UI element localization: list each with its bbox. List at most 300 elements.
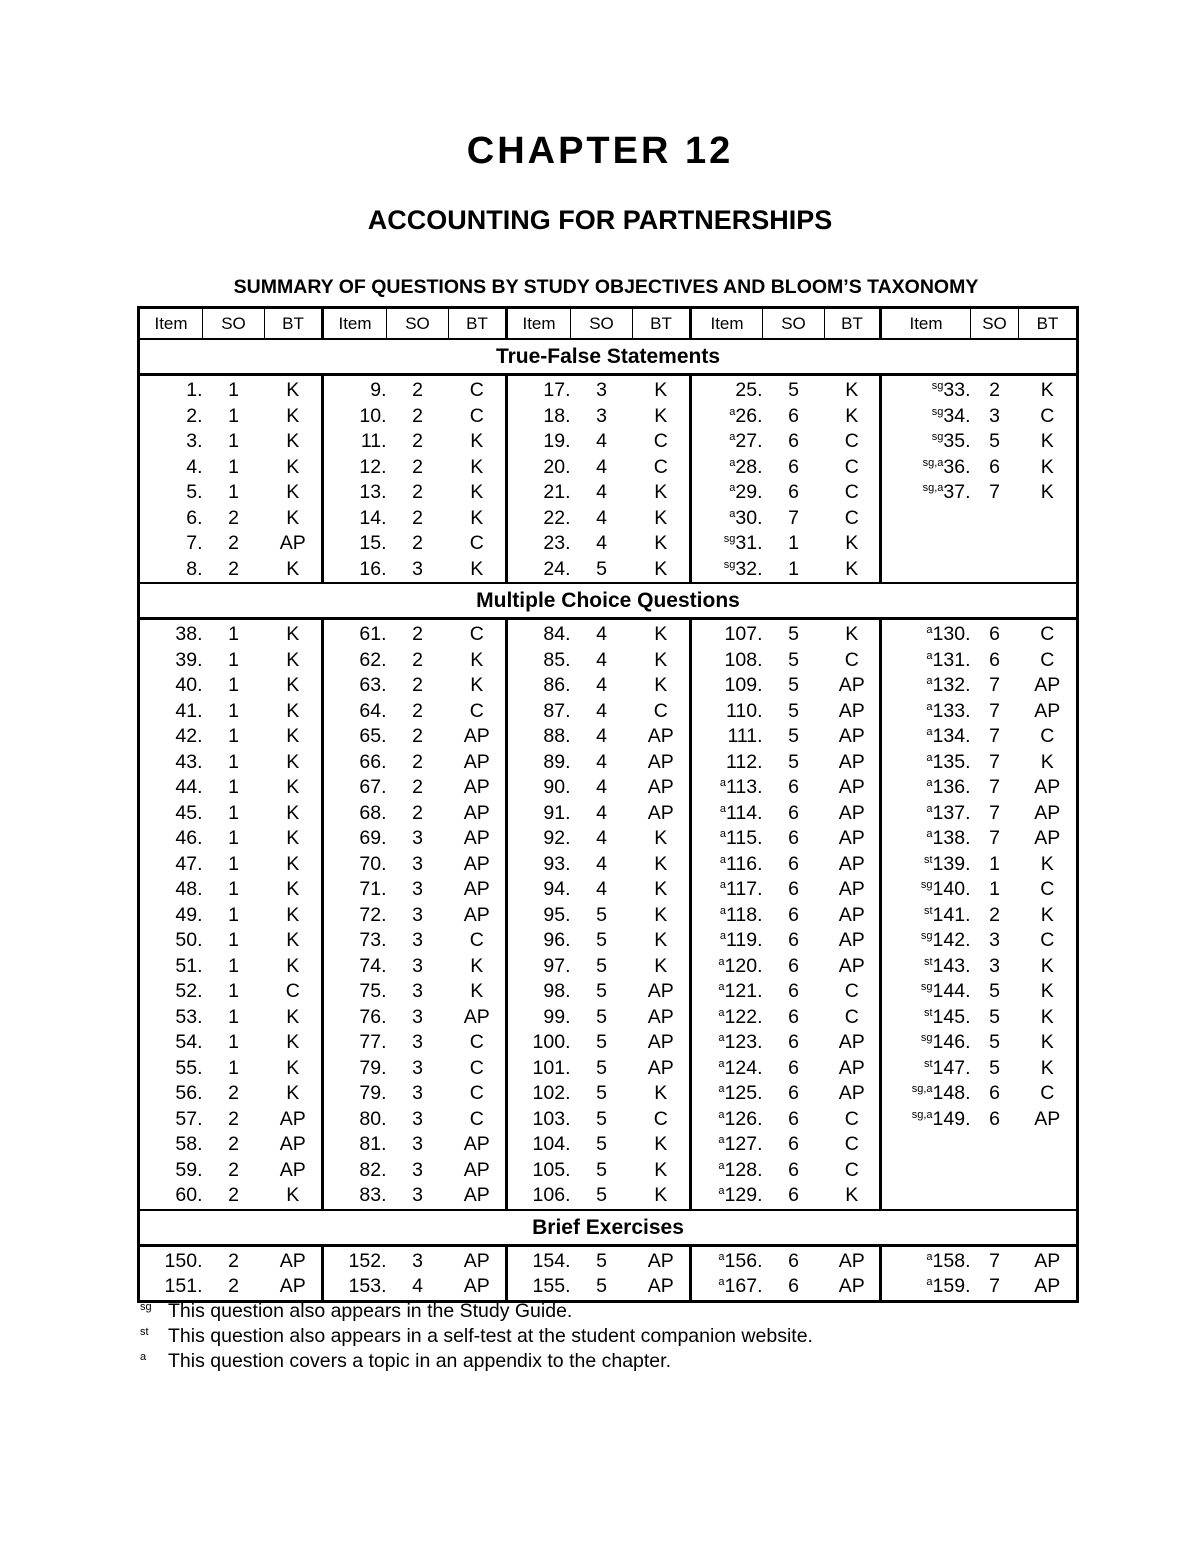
item-number: $^a$114. [719,801,763,824]
blooms-taxonomy: C [449,928,507,954]
blooms-taxonomy: AP [825,673,881,699]
study-objective: 5 [788,623,799,645]
item-number: 96. [543,929,571,951]
blooms-taxonomy: AP [449,724,507,750]
item-number: $^a$133. [926,699,971,722]
study-objective: 2 [412,404,423,427]
item-number: 85. [543,648,571,671]
study-objective: 5 [788,379,799,401]
blooms-taxonomy: K [633,557,691,584]
blooms-taxonomy: K [633,903,691,929]
chapter-subtitle: ACCOUNTING FOR PARTNERSHIPS [367,205,833,235]
item-number: 103. [532,1107,571,1130]
blooms-taxonomy: K [449,954,507,980]
column-header-item: Item [691,308,763,340]
section-header-row [139,583,1078,619]
study-objective: 3 [412,1184,423,1206]
item-number: 89. [543,750,571,773]
study-objective: 1 [228,1005,239,1028]
footnote-marker: sg [931,405,944,418]
table-row [139,1245,1078,1274]
item-number: 54. [175,1031,203,1053]
study-objective: 2 [989,379,1000,401]
blooms-taxonomy: AP [633,1245,691,1274]
table-row [139,750,1078,776]
footnote-marker: sg [920,981,933,993]
study-objective: 2 [228,506,239,529]
item-number: $^{sg}$144. [920,980,971,1002]
blooms-taxonomy: C [449,404,507,430]
study-objective: 5 [596,1005,607,1028]
item-number: 3. [186,430,203,452]
item-number: 69. [359,827,387,849]
study-objective: 3 [989,404,1000,427]
blooms-taxonomy: K [633,673,691,699]
item-number: $^a$134. [926,725,971,747]
study-objective: 6 [989,1082,1000,1104]
item-number: $^{sg}$140. [920,878,971,900]
item-number: 43. [175,750,203,773]
blooms-taxonomy: AP [825,826,881,852]
blooms-taxonomy: C [633,455,691,481]
table-row [139,619,1078,648]
blooms-taxonomy: AP [825,724,881,750]
item-number: 56. [175,1082,203,1104]
study-objective: 4 [596,852,607,875]
item-number: $^a$115. [719,827,763,849]
item-number: 111. [727,725,763,747]
study-objective: 1 [228,827,239,849]
study-objective: 4 [412,1275,423,1297]
study-objective: 1 [228,725,239,747]
blooms-taxonomy: C [1040,648,1055,671]
study-objective: 2 [412,430,423,452]
blooms-taxonomy: K [449,429,507,455]
study-objective [971,531,1019,557]
study-objective: 3 [412,852,423,875]
blooms-taxonomy: AP [449,1132,507,1158]
study-objective: 1 [228,1056,239,1079]
study-objective: 7 [989,827,1000,849]
table-row [139,480,1078,506]
footnote-marker: a [718,955,725,968]
footnote-marker: a [719,853,726,866]
table-row [139,699,1078,725]
table-row [139,1183,1078,1210]
blooms-taxonomy: K [825,375,881,404]
section-title: Multiple Choice Questions [139,583,1078,619]
blooms-taxonomy: K [265,699,323,725]
study-objective: 4 [596,725,607,747]
blooms-taxonomy [1019,1132,1078,1158]
item-number: $^a$116. [719,852,763,875]
study-objective: 7 [989,1249,1000,1272]
study-objective: 1 [228,903,239,926]
item-number: 13. [359,481,387,503]
blooms-taxonomy: C [449,699,507,725]
item-number: 1. [186,379,203,401]
study-objective: 6 [989,648,1000,671]
item-number: 9. [370,379,387,401]
footnote-marker: sg [920,930,933,942]
item-number: $^{sg}$32. [723,557,763,580]
item-number: $^a$128. [718,1158,763,1181]
study-objective: 3 [412,1158,423,1181]
study-objective: 5 [788,725,799,747]
blooms-taxonomy: C [1040,623,1055,645]
footnote-marker: sg [920,1032,933,1044]
study-objective: 3 [989,954,1000,977]
questions-summary-table [137,306,1079,1303]
table-row [139,1081,1078,1107]
footnote-marker: a [718,1057,725,1070]
study-objective: 4 [596,481,607,503]
item-number: 100. [532,1031,571,1053]
study-objective: 5 [596,1031,607,1053]
study-objective: 2 [228,557,239,580]
footnote-marker: a [718,1006,725,1019]
blooms-taxonomy: AP [449,852,507,878]
table-row [139,673,1078,699]
item-number: $^{sg,a}$36. [922,455,971,478]
blooms-taxonomy: AP [633,1056,691,1082]
item-number: 92. [543,827,571,849]
study-objective: 6 [989,1107,1000,1130]
study-objective: 2 [412,623,423,645]
blooms-taxonomy: AP [633,1274,691,1301]
blooms-taxonomy: AP [825,775,881,801]
table-row [139,375,1078,404]
section-header-row [139,1210,1078,1246]
blooms-taxonomy: K [265,1005,323,1031]
study-objective: 6 [788,430,799,452]
table-row [139,801,1078,827]
study-objective: 2 [412,379,423,401]
blooms-taxonomy: AP [633,1005,691,1031]
blooms-taxonomy: K [265,557,323,584]
footnote-marker: sg,a [911,1083,933,1095]
study-objective: 5 [989,1056,1000,1079]
blooms-taxonomy: AP [825,750,881,776]
item-number: $^{st}$147. [923,1056,971,1079]
item-number: 84. [543,623,571,645]
study-objective: 5 [596,929,607,951]
study-objective: 4 [596,674,607,696]
footnote-marker: a [718,1108,725,1121]
blooms-taxonomy: AP [265,531,323,557]
item-number: 72. [359,903,387,926]
item-number: $^a$122. [718,1005,763,1028]
study-objective: 5 [596,1056,607,1079]
study-objective: 5 [596,1158,607,1181]
study-objective: 2 [228,1133,239,1155]
column-header-bt: BT [1019,308,1078,340]
item-number: 41. [175,699,203,722]
item-number: 62. [359,648,387,671]
blooms-taxonomy: K [825,531,881,557]
table-row [139,1005,1078,1031]
blooms-taxonomy: K [265,852,323,878]
item-number: $^{sg}$34. [931,404,971,427]
blooms-taxonomy: K [265,455,323,481]
blooms-taxonomy: K [449,557,507,584]
blooms-taxonomy: K [265,928,323,954]
blooms-taxonomy: AP [633,724,691,750]
study-objective: 4 [596,430,607,452]
item-number: $^{sg}$31. [723,532,763,554]
item-number: 79. [359,1056,387,1079]
item-number: 19. [543,430,571,452]
study-objective: 2 [412,750,423,773]
study-objective: 4 [596,623,607,645]
item-number: $^{sg}$35. [931,430,971,452]
study-objective: 2 [412,725,423,747]
study-objective: 5 [989,1031,1000,1053]
blooms-taxonomy: AP [825,877,881,903]
study-objective: 1 [228,699,239,722]
study-objective: 7 [989,725,1000,747]
study-objective: 6 [788,801,799,824]
blooms-taxonomy: K [633,877,691,903]
item-number: 6. [186,506,203,529]
blooms-taxonomy: AP [1034,1275,1061,1297]
study-objective: 2 [412,776,423,798]
blooms-taxonomy [1019,1183,1078,1210]
blooms-taxonomy: K [265,1056,323,1082]
study-objective: 5 [596,903,607,926]
item-number: 152. [348,1249,387,1272]
item-number: 44. [175,776,203,798]
item-number: 46. [175,827,203,849]
blooms-taxonomy: AP [825,801,881,827]
item-number: $^a$30. [729,506,763,529]
item-number: 87. [543,699,571,722]
blooms-taxonomy: K [825,619,881,648]
study-objective: 2 [228,1158,239,1181]
study-objective: 2 [412,699,423,722]
item-number: $^a$127. [718,1133,763,1155]
blooms-taxonomy: K [265,480,323,506]
study-objective: 3 [596,404,607,427]
item-number: 68. [359,801,387,824]
item-number: 73. [359,929,387,951]
item-number [881,1158,971,1184]
item-number: $^a$120. [718,954,763,977]
study-objective: 6 [788,404,799,427]
blooms-taxonomy: AP [825,954,881,980]
study-objective: 4 [596,801,607,824]
footnote-marker: sg [920,879,933,891]
item-number: 22. [543,506,571,529]
study-objective: 2 [228,1249,239,1272]
blooms-taxonomy: AP [633,1030,691,1056]
blooms-taxonomy: K [265,801,323,827]
item-number: 102. [532,1082,571,1104]
study-objective: 5 [596,1249,607,1272]
table-row [139,429,1078,455]
footnote-marker: a [926,777,933,789]
blooms-taxonomy: K [1040,954,1054,977]
study-objective [971,557,1019,584]
item-number: 59. [175,1158,203,1181]
blooms-taxonomy: C [825,455,881,481]
footnote-marker: sg [723,558,736,571]
column-header-bt: BT [265,308,323,340]
footnote-marker: a [926,726,933,738]
item-number: $^a$136. [926,776,971,798]
study-objective: 1 [228,430,239,452]
blooms-taxonomy: AP [1034,699,1061,722]
study-objective: 3 [412,827,423,849]
item-number: $^{sg,a}$37. [922,481,971,503]
blooms-taxonomy: AP [633,979,691,1005]
blooms-taxonomy: K [265,404,323,430]
column-header-item: Item [881,308,971,340]
item-number: $^a$29. [729,481,763,503]
blooms-taxonomy: K [825,1183,881,1210]
study-objective: 7 [989,776,1000,798]
blooms-taxonomy: AP [449,750,507,776]
item-number: 5. [186,481,203,503]
blooms-taxonomy: K [449,506,507,532]
study-objective: 1 [989,878,1000,900]
item-number: $^a$28. [729,455,763,478]
study-objective [971,506,1019,532]
item-number: 53. [175,1005,203,1028]
item-number: 77. [359,1031,387,1053]
blooms-taxonomy: C [825,979,881,1005]
study-objective: 2 [228,1275,239,1297]
blooms-taxonomy: AP [449,903,507,929]
table-row [139,506,1078,532]
footnote-marker: sg,a [922,482,944,494]
item-number: $^{sg}$33. [931,379,971,401]
item-number: 99. [543,1005,571,1028]
item-number: 75. [359,980,387,1002]
study-objective: 2 [228,1107,239,1130]
study-objective: 6 [788,1275,799,1297]
blooms-taxonomy: AP [265,1158,323,1184]
item-number: $^a$129. [718,1184,763,1206]
study-objective: 2 [228,1082,239,1104]
study-objective: 6 [788,852,799,875]
study-objective: 1 [228,750,239,773]
study-objective: 6 [788,1158,799,1181]
section-title: True-False Statements [139,339,1078,375]
blooms-taxonomy: K [265,826,323,852]
item-number: 50. [175,929,203,951]
study-objective: 4 [596,776,607,798]
item-number: 76. [359,1005,387,1028]
table-row [139,852,1078,878]
blooms-taxonomy: AP [449,1245,507,1274]
blooms-taxonomy: C [449,1107,507,1133]
blooms-taxonomy: K [633,506,691,532]
study-objective: 5 [788,648,799,671]
blooms-taxonomy: C [633,429,691,455]
footnote-marker: a [926,828,933,840]
chapter-title: CHAPTER 12 [466,130,734,172]
footnote-marker: a [718,1134,725,1146]
column-header-bt: BT [449,308,507,340]
blooms-taxonomy: K [449,979,507,1005]
blooms-taxonomy [1019,557,1078,584]
blooms-taxonomy: C [633,1107,691,1133]
item-number: 60. [175,1184,203,1206]
blooms-taxonomy: K [265,877,323,903]
blooms-taxonomy: AP [265,1132,323,1158]
blooms-taxonomy: AP [825,852,881,878]
footnote-marker: a [926,700,933,713]
blooms-taxonomy: AP [449,877,507,903]
study-objective: 1 [228,623,239,645]
blooms-taxonomy: AP [825,1081,881,1107]
blooms-taxonomy: K [265,375,323,404]
item-number: $^a$119. [719,929,763,951]
footnote-marker: sg,a [911,1108,933,1121]
footnote-marker: a [926,1250,933,1263]
blooms-taxonomy: AP [825,928,881,954]
table-row [139,531,1078,557]
study-objective: 2 [412,648,423,671]
blooms-taxonomy: K [633,1158,691,1184]
blooms-taxonomy: K [1040,852,1054,875]
footnote-marker: a [718,1032,725,1044]
table-body [139,339,1078,1301]
table-row [139,724,1078,750]
table-row [139,826,1078,852]
study-objective: 4 [596,532,607,554]
study-objective: 6 [788,903,799,926]
blooms-taxonomy: AP [633,775,691,801]
item-number: 63. [359,674,387,696]
column-header-row [139,308,1078,340]
study-objective: 1 [228,852,239,875]
section-header-row [139,339,1078,375]
item-number: 51. [175,954,203,977]
blooms-taxonomy: C [825,1107,881,1133]
blooms-taxonomy: K [265,673,323,699]
item-number: $^{sg,a}$148. [911,1082,971,1104]
item-number [881,1183,971,1210]
blooms-taxonomy [1019,1158,1078,1184]
item-number: $^a$118. [719,903,763,926]
blooms-taxonomy: K [265,724,323,750]
blooms-taxonomy: C [1040,878,1055,900]
item-number: $^a$124. [718,1056,763,1079]
blooms-taxonomy: AP [1034,1249,1061,1272]
item-number: 7. [186,532,203,554]
study-objective: 2 [989,903,1000,926]
footnote-marker: a [719,777,726,789]
item-number: 97. [543,954,571,977]
study-objective: 5 [596,1275,607,1297]
blooms-taxonomy: AP [825,1056,881,1082]
item-number: $^a$26. [729,404,763,427]
study-objective: 3 [412,980,423,1002]
item-number: 49. [175,903,203,926]
blooms-taxonomy: K [1040,430,1054,452]
blooms-taxonomy: C [825,480,881,506]
table-row [139,979,1078,1005]
blooms-taxonomy: K [1040,1031,1054,1053]
item-number: 18. [543,404,571,427]
study-objective: 7 [989,674,1000,696]
item-number: 112. [725,750,763,773]
blooms-taxonomy: AP [449,775,507,801]
column-header-bt: BT [825,308,881,340]
blooms-taxonomy: K [633,928,691,954]
